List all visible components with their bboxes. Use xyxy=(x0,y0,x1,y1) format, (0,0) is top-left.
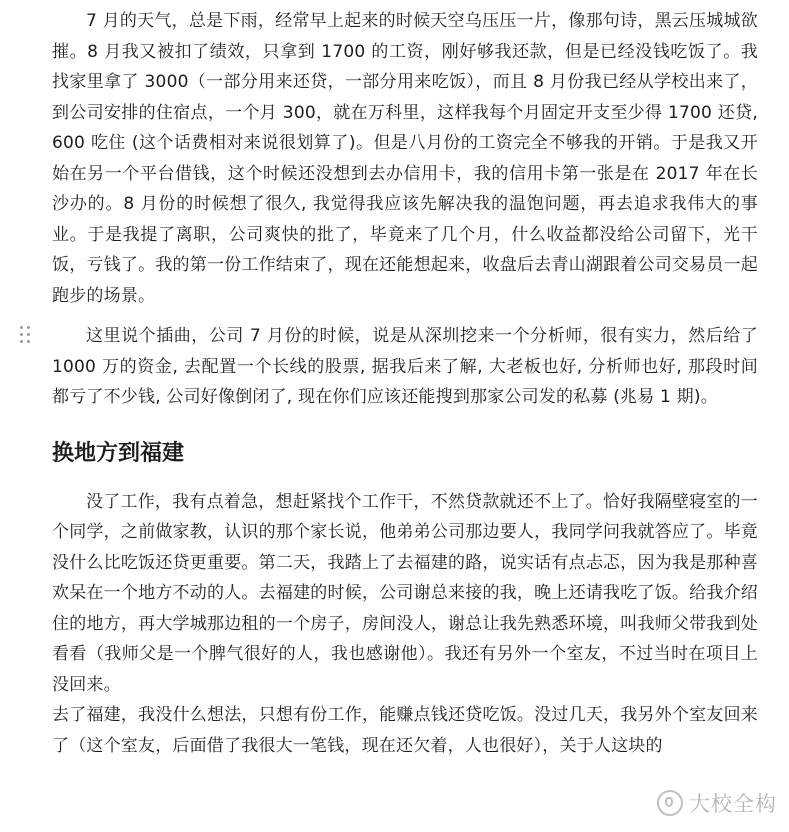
paragraph: 去了福建，我没什么想法，只想有份工作，能赚点钱还贷吃饭。没过几天，我另外个室友回来了（这个室友，后面借了我很大一笔钱，现在还欠着，人也很好），关于人这块的 xyxy=(52,705,758,756)
person-circle-icon xyxy=(657,790,683,816)
paragraph-gap xyxy=(52,311,758,321)
watermark-text: 大校全构 xyxy=(689,792,777,816)
paragraph-block-1 xyxy=(52,6,758,311)
paragraph: 没了工作，我有点着急，想赶紧找个工作干，不然贷款就还不上了。恰好我隔壁寝室的一个同学，之前做家教，认识的那个家长说，他弟弟公司那边要人，我同学问我就答应了。毕竟没什么比吃饭还贷更重要。第二天，我踏上了去福建的路，说实话有点忐忑，因为我是那种喜欢呆在一个地方不动的人。去福建的时候，公司谢总来接的我，晚上还请我吃了饭。给我介绍住的地方，再大学城那边租的一个房子，房间没人，谢总让我先熟悉环境，叫我师父带我到处看看（我师父是一个脾气很好的人，我也感谢他）。我还有另外一个室友，不过当时在项目上没回来。 xyxy=(52,491,758,695)
paragraph: 这里说个插曲，公司 7 月份的时候，说是从深圳挖来一个分析师，很有实力，然后给了 1000 万的资金, 去配置一个长线的股票, 据我后来了解, 大老板也好, 分析师也好, 那段时间都亏了不少钱, 公司好像倒闭了, 现在你们应该还能搜到那家公司发的私募 (兆易 1 期)。 xyxy=(52,326,758,407)
section-heading: 换地方到福建 xyxy=(52,440,185,466)
paragraph-block-2 xyxy=(52,321,758,413)
paragraph: 7 月的天气，总是下雨，经常早上起来的时候天空乌压压一片，像那句诗，黑云压城城欲摧。8 月我又被扣了绩效，只拿到 1700 的工资，刚好够我还款，但是已经没钱吃饭了。我找家里拿了 3000（一部分用来还贷，一部分用来吃饭），而且 8 月份我已经从学校出来了，到公司安排的住宿点，一个月 300，就在万科里，这样我每个月固定开支至少得 1700 还贷, 600 吃住 (这个话费相对来说很划算了)。但是八月份的工资完全不够我的开销。于是我又开始在另一个平台借钱，这个时候还没想到去办信用卡，我的信用卡第一张是在 2017 年在长沙办的。8 月份的时候想了很久, 我觉得我应该先解决我的温饱问题，再去追求我伟大的事业。于是我提了离职，公司爽快的批了，毕竟来了几个月，什么收益都没给公司留下，光干饭，亏钱了。我的第一份工作结束了，现在还能想起来，收盘后去青山湖跟着公司交易员一起跑步的场景。 xyxy=(52,11,758,306)
drag-handle-icon[interactable] xyxy=(20,326,32,344)
paragraph-block-3 xyxy=(52,487,758,701)
article-content xyxy=(52,6,758,761)
watermark xyxy=(657,788,777,818)
paragraph-block-4 xyxy=(52,700,758,761)
